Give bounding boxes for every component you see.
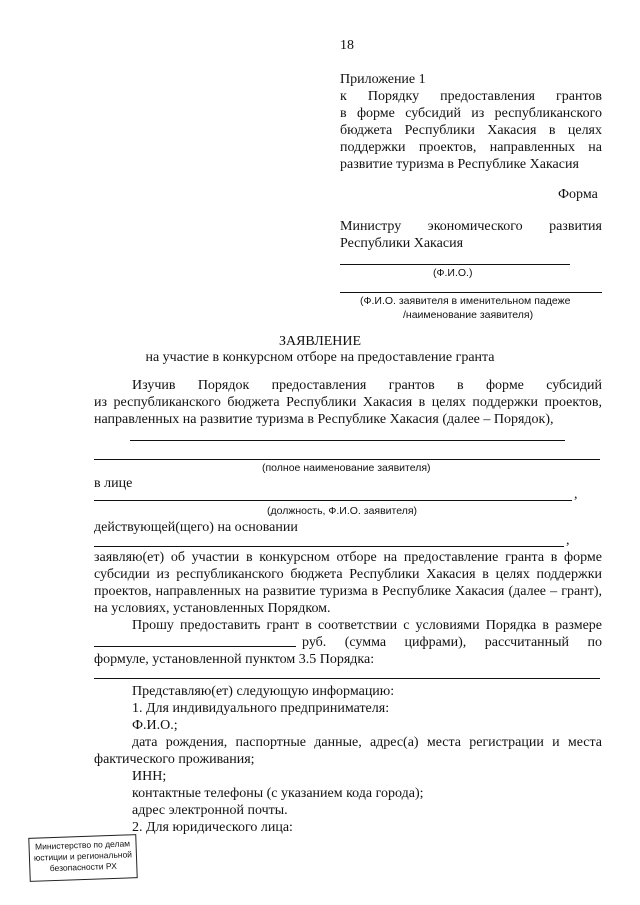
- acting-basis-label: действующей(щего) на основании: [94, 520, 298, 535]
- list-item: 1. Для индивидуального предпринимателя:: [132, 701, 390, 716]
- page-number: 18: [340, 38, 354, 53]
- paragraph-line: на условиях, установленных Порядком.: [94, 601, 331, 616]
- appendix-line: бюджета Республики Хакасия в целях: [340, 123, 602, 138]
- paragraph-line: заявляю(ет) об участии в конкурсном отборе на предоставление гранта в форме: [94, 550, 602, 565]
- blank-line: [94, 546, 564, 547]
- paragraph-line: Изучив Порядок предоставления грантов в форме субсидий: [132, 378, 602, 393]
- paragraph-line: Прошу предоставить грант в соответствии с условиями Порядка в размере: [132, 618, 602, 633]
- amount-blank-line: [94, 646, 296, 647]
- blank-line: [94, 500, 572, 501]
- applicant-caption: (Ф.И.О. заявителя в именительном падеже: [360, 295, 571, 307]
- document-subtitle: на участие в конкурсном отборе на предоставление гранта: [145, 350, 495, 365]
- stamp-line: Министерство по делам: [34, 838, 131, 852]
- appendix-line: поддержки проектов, направленных на: [340, 140, 602, 155]
- list-item: дата рождения, паспортные данные, адрес(а) места регистрации и места: [132, 735, 602, 750]
- list-item: 2. Для юридического лица:: [132, 820, 293, 835]
- fio-caption: (Ф.И.О.): [433, 267, 473, 279]
- list-item: ИНН;: [132, 769, 167, 784]
- document-title: ЗАЯВЛЕНИЕ: [278, 334, 362, 349]
- appendix-title: Приложение 1: [340, 72, 426, 87]
- formula-blank-line: [94, 678, 600, 679]
- paragraph-line: Представляю(ет) следующую информацию:: [132, 684, 395, 699]
- applicant-caption: /наименование заявителя): [403, 309, 534, 321]
- appendix-line: в форме субсидий из республиканского: [340, 106, 602, 121]
- stamp-line: безопасности РХ: [49, 860, 117, 874]
- stamp-line: юстиции и региональной: [33, 849, 133, 863]
- applicant-blank-line: [340, 292, 602, 293]
- paragraph-line: проектов, направленных на развитие туризма в Республике Хакасия (далее – грант),: [94, 584, 602, 599]
- form-label: Форма: [558, 187, 598, 202]
- paragraph-line: направленных на развитие туризма в Республике Хакасия (далее – Порядок),: [94, 412, 554, 427]
- in-person-label: в лице: [94, 476, 133, 491]
- paragraph-line: руб. (сумма цифрами), рассчитанный по: [302, 635, 602, 650]
- appendix-line: к Порядку предоставления грантов: [340, 89, 602, 104]
- paragraph-line: субсидии из республиканского бюджета Республики Хакасия в целях поддержки: [94, 567, 602, 582]
- list-item: контактные телефоны (с указанием кода города);: [132, 786, 424, 801]
- list-item: фактического проживания;: [94, 752, 255, 767]
- fio-blank-line: [340, 264, 570, 265]
- appendix-line: развитие туризма в Республике Хакасия: [340, 157, 579, 172]
- comma: ,: [566, 533, 570, 548]
- paragraph-line: из республиканского бюджета Республики Хакасия в целях поддержки проектов,: [94, 395, 602, 410]
- ministry-stamp: [28, 834, 137, 882]
- addressee-line: Республики Хакасия: [340, 236, 464, 251]
- full-name-caption: (полное наименование заявителя): [262, 462, 431, 474]
- list-item: Ф.И.О.;: [132, 718, 178, 733]
- comma: ,: [574, 487, 578, 502]
- list-item: адрес электронной почты.: [132, 803, 288, 818]
- position-caption: (должность, Ф.И.О. заявителя): [267, 505, 418, 517]
- blank-line: [130, 440, 565, 441]
- addressee-line: Министру экономического развития: [340, 219, 602, 234]
- paragraph-line: формуле, установленной пунктом 3.5 Порядка:: [94, 652, 375, 667]
- blank-line: [94, 459, 600, 460]
